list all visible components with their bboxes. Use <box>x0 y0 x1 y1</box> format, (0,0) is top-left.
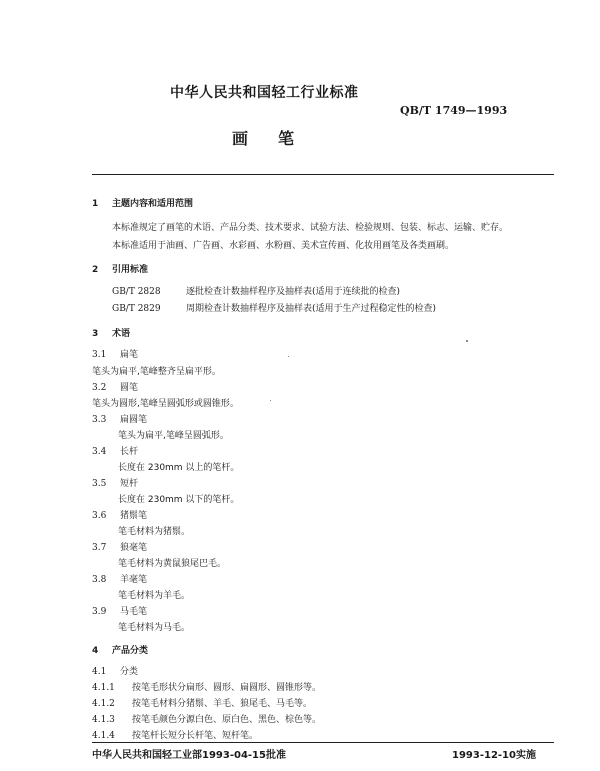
term-number: 3.8 <box>92 575 107 585</box>
term-definition: 长度在 230mm 以下的笔杆。 <box>118 495 240 505</box>
term-name: 扁笔 <box>120 350 139 360</box>
term-number: 3.6 <box>92 511 107 521</box>
item-text: 按笔毛形状分扁形、圆形、扁圆形、圆锥形等。 <box>132 683 322 693</box>
term-definition: 长度在 230mm 以上的笔杆。 <box>118 463 240 473</box>
item-number: 4.1.1 <box>92 683 115 693</box>
term-heading <box>92 347 138 360</box>
section-number: 2 <box>92 265 99 275</box>
term-number: 3.9 <box>92 607 107 617</box>
term-name: 短杆 <box>120 479 139 489</box>
term-heading <box>92 444 138 457</box>
term-name: 扁圆笔 <box>120 415 148 425</box>
classification-item <box>92 696 312 709</box>
classification-item <box>92 712 321 725</box>
term-heading <box>92 540 147 553</box>
term-number: 3.2 <box>92 383 107 393</box>
term-number: 3.4 <box>92 447 107 457</box>
bottom-divider <box>92 742 554 743</box>
item-number: 4.1.2 <box>92 699 115 709</box>
section-title: 产品分类 <box>112 646 149 656</box>
item-text: 按笔毛材料分猪鬃、羊毛、狼尾毛、马毛等。 <box>132 699 313 709</box>
section-4-heading <box>92 643 148 656</box>
section-number: 4 <box>92 646 99 656</box>
term-number: 3.1 <box>92 350 107 360</box>
term-number: 3.7 <box>92 543 107 553</box>
section-3-heading <box>92 326 130 339</box>
classification-item <box>92 680 321 693</box>
term-number: 3.5 <box>92 479 107 489</box>
implementation-date: 1993-12-10实施 <box>452 750 536 761</box>
term-definition: 笔毛材料为羊毛。 <box>118 591 191 601</box>
reference-title: 周期检查计数抽样程序及抽样表(适用于生产过程稳定性的检查) <box>186 304 437 314</box>
section-title: 引用标准 <box>112 265 149 275</box>
term-number: 3.3 <box>92 415 107 425</box>
paragraph: 本标准适用于油画、广告画、水彩画、水粉画、美术宣传画、化妆用画笔及各类画刷。 <box>112 241 455 251</box>
term-heading <box>92 508 147 521</box>
item-text: 按笔杆长短分长杆笔、短杆笔。 <box>132 731 259 741</box>
section-number: 3 <box>92 329 99 339</box>
term-definition: 笔毛材料为马毛。 <box>118 623 191 633</box>
classification-item <box>92 728 258 741</box>
reference-title: 逐批检查计数抽样程序及抽样表(适用于连续批的检查) <box>186 287 401 297</box>
issuing-organization: 中华人民共和国轻工行业标准 <box>170 85 359 101</box>
term-name: 羊毫笔 <box>120 575 148 585</box>
reference-item <box>112 301 436 314</box>
item-number: 4.1.4 <box>92 731 115 741</box>
subsection-number: 4.1 <box>92 667 107 677</box>
item-number: 4.1.3 <box>92 715 115 725</box>
term-heading <box>92 476 138 489</box>
reference-code: GB/T 2828 <box>112 287 161 297</box>
subsection-title: 分类 <box>120 667 139 677</box>
term-definition: 笔头为扁平,笔峰呈圆弧形。 <box>118 431 229 441</box>
section-1-heading <box>92 196 193 209</box>
reference-item <box>112 284 400 297</box>
standard-code: QB/T 1749—1993 <box>400 104 508 117</box>
term-name: 长杆 <box>120 447 139 457</box>
section-number: 1 <box>92 199 99 209</box>
top-divider <box>92 174 554 175</box>
term-definition: 笔毛材料为猪鬃。 <box>118 527 191 537</box>
scan-speck <box>466 340 468 342</box>
reference-code: GB/T 2829 <box>112 304 161 314</box>
term-definition: 笔头为扁平,笔峰整齐呈扁平形。 <box>92 367 221 377</box>
scan-speck <box>270 400 271 401</box>
term-heading <box>92 412 147 425</box>
scan-speck <box>288 356 289 357</box>
section-2-heading <box>92 262 148 275</box>
item-text: 按笔毛颜色分源白色、原白色、黑色、棕色等。 <box>132 715 322 725</box>
term-name: 圆笔 <box>120 383 139 393</box>
term-heading <box>92 572 147 585</box>
term-name: 狼毫笔 <box>120 543 148 553</box>
paragraph: 本标准规定了画笔的术语、产品分类、技术要求、试验方法、检验规则、包装、标志、运输、贮存。 <box>112 223 509 233</box>
term-definition: 笔毛材料为黄鼠狼尾巴毛。 <box>118 559 227 569</box>
term-name: 马毛笔 <box>120 607 148 617</box>
term-name: 猪鬃笔 <box>120 511 148 521</box>
section-title: 主题内容和适用范围 <box>112 199 194 209</box>
term-heading <box>92 380 138 393</box>
document-title: 画笔 <box>232 129 325 148</box>
approval-date: 中华人民共和国轻工业部1993-04-15批准 <box>92 750 286 761</box>
subsection-heading <box>92 664 138 677</box>
section-title: 术语 <box>112 329 131 339</box>
term-heading <box>92 604 147 617</box>
term-definition: 笔头为圆形,笔峰呈圆弧形或圆锥形。 <box>92 399 239 409</box>
